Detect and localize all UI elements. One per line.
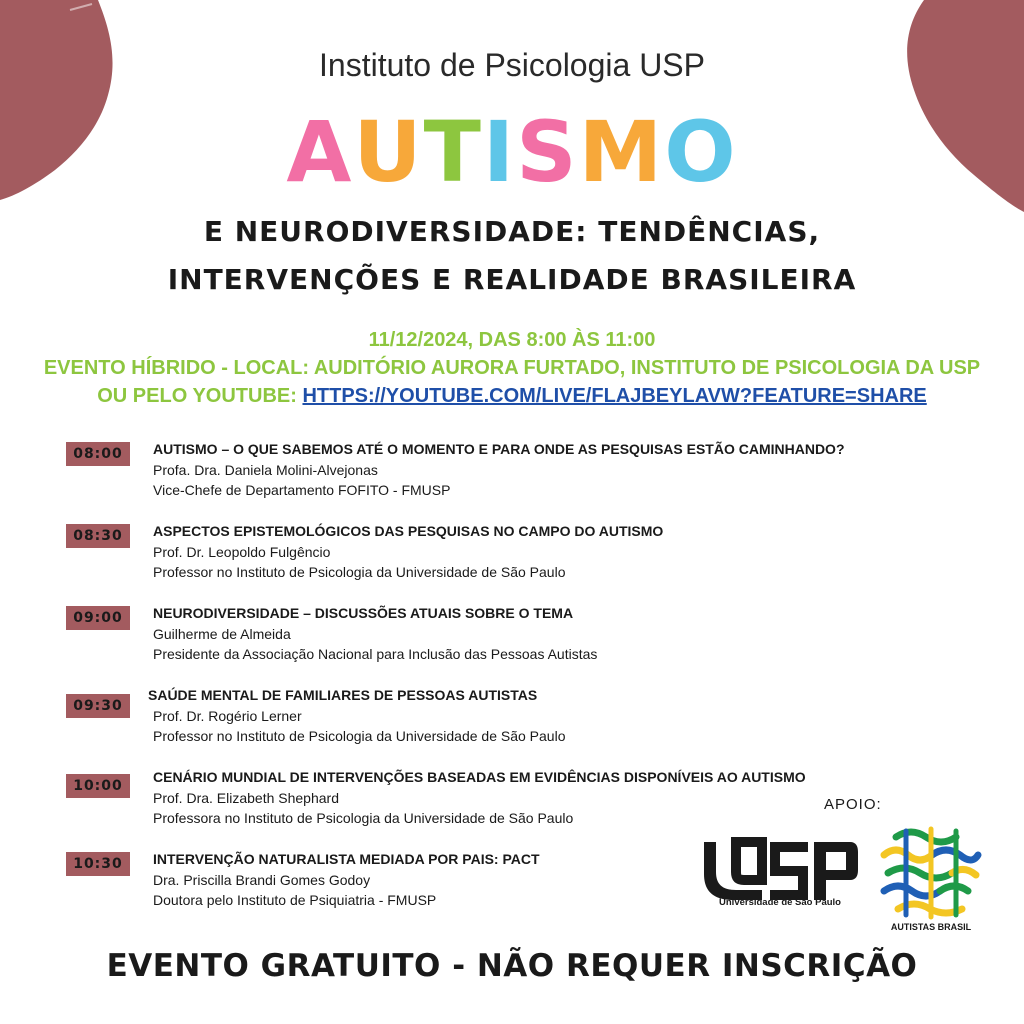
time-badge: 08:30 (66, 524, 130, 548)
talk-info (153, 520, 953, 582)
talk-role: Professora no Instituto de Psicologia da Universidade de São Paulo (153, 810, 574, 826)
support-label: APOIO: (824, 796, 882, 813)
schedule-item (0, 848, 1024, 920)
autistas-brasil-logo (876, 825, 986, 920)
talk-title: INTERVENÇÃO NATURALISTA MEDIADA POR PAIS: PACT (153, 851, 540, 867)
youtube-link[interactable]: HTTPS://YOUTUBE.COM/LIVE/FLAJBEYLAVW?FEATURE=SHARE (302, 385, 927, 407)
event-location: EVENTO HÍBRIDO - LOCAL: AUDITÓRIO AURORA FURTADO, INSTITUTO DE PSICOLOGIA DA USP (43, 357, 981, 379)
event-youtube (0, 382, 1024, 410)
schedule-item (0, 520, 1024, 592)
usp-caption: Universidade de São Paulo (719, 897, 841, 908)
free-event-banner: EVENTO GRATUITO - NÃO REQUER INSCRIÇÃO (106, 948, 918, 984)
talk-title: ASPECTOS EPISTEMOLÓGICOS DAS PESQUISAS NO CAMPO DO AUTISMO (153, 523, 664, 539)
title-letter: M (578, 103, 665, 201)
time-badge: 09:00 (66, 606, 130, 630)
talk-info (148, 684, 948, 746)
event-subtitle (0, 208, 1024, 304)
title-letter: I (482, 103, 517, 201)
schedule-item (0, 684, 1024, 756)
title-letter: O (664, 103, 738, 201)
autistas-caption: AUTISTAS BRASIL (890, 922, 972, 932)
talk-title: NEURODIVERSIDADE – DISCUSSÕES ATUAIS SOBRE O TEMA (153, 605, 574, 621)
talk-role: Doutora pelo Instituto de Psiquiatria - FMUSP (153, 892, 437, 908)
talk-role: Professor no Instituto de Psicologia da Universidade de São Paulo (153, 564, 566, 580)
talk-role: Presidente da Associação Nacional para Inclusão das Pessoas Autistas (153, 646, 598, 662)
autismo-title (0, 102, 1024, 202)
talk-speaker: Prof. Dr. Leopoldo Fulgêncio (153, 544, 331, 560)
talk-speaker: Prof. Dra. Elizabeth Shephard (153, 790, 339, 806)
talk-role: Professor no Instituto de Psicologia da Universidade de São Paulo (153, 728, 566, 744)
time-badge: 10:00 (66, 774, 130, 798)
schedule-item (0, 602, 1024, 674)
subtitle-line-2: INTERVENÇÕES E REALIDADE BRASILEIRA (167, 263, 857, 296)
talk-title: AUTISMO – O QUE SABEMOS ATÉ O MOMENTO E PARA ONDE AS PESQUISAS ESTÃO CAMINHANDO? (153, 441, 845, 457)
youtube-prefix: OU PELO YOUTUBE: (97, 385, 297, 407)
talk-role: Vice-Chefe de Departamento FOFITO - FMUSP (153, 482, 451, 498)
title-letter: A (286, 103, 354, 201)
event-date: 11/12/2024, DAS 8:00 ÀS 11:00 (368, 329, 656, 351)
event-info (0, 326, 1024, 410)
talk-title: CENÁRIO MUNDIAL DE INTERVENÇÕES BASEADAS EM EVIDÊNCIAS DISPONÍVEIS AO AUTISMO (153, 769, 806, 785)
talk-title: SAÚDE MENTAL DE FAMILIARES DE PESSOAS AUTISTAS (148, 687, 538, 703)
talk-speaker: Dra. Priscilla Brandi Gomes Godoy (153, 872, 371, 888)
title-letter: U (353, 103, 424, 201)
time-badge: 09:30 (66, 694, 130, 718)
time-badge: 08:00 (66, 442, 130, 466)
talk-speaker: Prof. Dr. Rogério Lerner (153, 708, 302, 724)
talk-info (153, 438, 953, 500)
institute-name: Instituto de Psicologia USP (319, 47, 705, 83)
title-letter: T (423, 103, 483, 201)
talk-speaker: Guilherme de Almeida (153, 626, 291, 642)
subtitle-line-1: E NEURODIVERSIDADE: TENDÊNCIAS, (203, 215, 821, 248)
title-letter: S (516, 103, 579, 201)
time-badge: 10:30 (66, 852, 130, 876)
talk-info (153, 602, 953, 664)
talk-speaker: Profa. Dra. Daniela Molini-Alvejonas (153, 462, 378, 478)
schedule-item (0, 438, 1024, 510)
